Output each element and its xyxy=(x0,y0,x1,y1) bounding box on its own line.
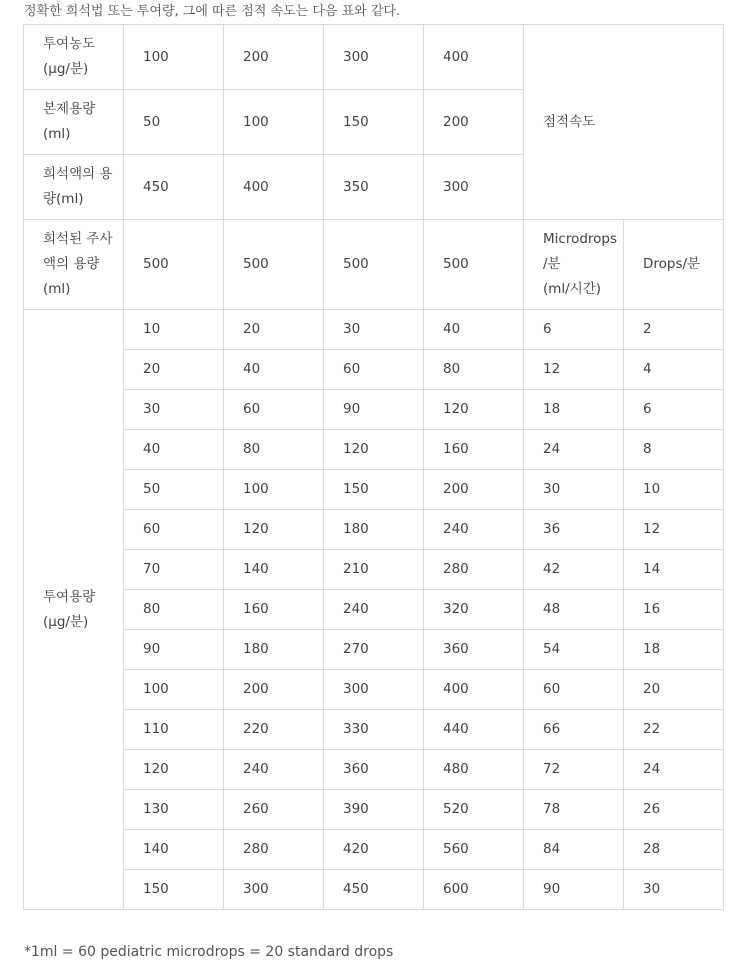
table-cell: 66 xyxy=(524,710,624,750)
table-row xyxy=(24,830,724,870)
table-cell: 120 xyxy=(124,750,224,790)
table-cell: 60 xyxy=(524,670,624,710)
row-label-dose: 투여용량 (μg/분) xyxy=(24,310,124,910)
table-cell: 4 xyxy=(624,350,724,390)
table-cell: 350 xyxy=(324,155,424,220)
table-cell: 6 xyxy=(624,390,724,430)
table-row xyxy=(24,710,724,750)
table-cell: 240 xyxy=(224,750,324,790)
table-cell: 500 xyxy=(324,220,424,310)
table-cell: 90 xyxy=(524,870,624,910)
table-cell: 54 xyxy=(524,630,624,670)
table-cell: 390 xyxy=(324,790,424,830)
table-cell: 18 xyxy=(624,630,724,670)
table-cell: 60 xyxy=(224,390,324,430)
table-cell: 240 xyxy=(324,590,424,630)
table-cell: 400 xyxy=(224,155,324,220)
table-row xyxy=(24,510,724,550)
table-cell: 50 xyxy=(124,90,224,155)
table-cell: 500 xyxy=(124,220,224,310)
table-cell: 14 xyxy=(624,550,724,590)
table-cell: 140 xyxy=(124,830,224,870)
table-cell: 100 xyxy=(224,90,324,155)
table-cell: 300 xyxy=(324,670,424,710)
table-cell: 180 xyxy=(324,510,424,550)
table-cell: 140 xyxy=(224,550,324,590)
table-cell: 150 xyxy=(324,90,424,155)
row-label-drug-volume: 본제용량 (ml) xyxy=(24,90,124,155)
table-cell: 80 xyxy=(424,350,524,390)
table-cell: 30 xyxy=(124,390,224,430)
table-cell: 280 xyxy=(224,830,324,870)
footnote: *1ml = 60 pediatric microdrops = 20 standard drops xyxy=(24,944,394,960)
table-cell: 420 xyxy=(324,830,424,870)
table-cell: 60 xyxy=(124,510,224,550)
table-cell: 50 xyxy=(124,470,224,510)
table-cell: 400 xyxy=(424,25,524,90)
diluted-volume-row xyxy=(24,220,724,310)
table-cell: 160 xyxy=(424,430,524,470)
table-cell: 280 xyxy=(424,550,524,590)
table-cell: 200 xyxy=(224,25,324,90)
table-cell: 600 xyxy=(424,870,524,910)
table-cell: 28 xyxy=(624,830,724,870)
table-cell: 500 xyxy=(424,220,524,310)
table-cell: 150 xyxy=(324,470,424,510)
table-cell: 240 xyxy=(424,510,524,550)
table-row xyxy=(24,870,724,910)
table-cell: 70 xyxy=(124,550,224,590)
table-row xyxy=(24,550,724,590)
table-cell: 42 xyxy=(524,550,624,590)
table-cell: 520 xyxy=(424,790,524,830)
table-row xyxy=(24,350,724,390)
table-cell: 150 xyxy=(124,870,224,910)
dosage-table xyxy=(23,24,724,910)
table-cell: 330 xyxy=(324,710,424,750)
table-cell: 18 xyxy=(524,390,624,430)
table-cell: 24 xyxy=(524,430,624,470)
table-cell: 130 xyxy=(124,790,224,830)
table-cell: 480 xyxy=(424,750,524,790)
table-cell: 40 xyxy=(124,430,224,470)
table-row xyxy=(24,750,724,790)
table-cell: 12 xyxy=(624,510,724,550)
table-cell: 80 xyxy=(124,590,224,630)
table-cell: 200 xyxy=(424,90,524,155)
table-cell: 300 xyxy=(224,870,324,910)
microdrops-header: Microdrops /분 (ml/시간) xyxy=(524,220,624,310)
row-label-diluted-volume: 희석된 주사 액의 용량 (ml) xyxy=(24,220,124,310)
drops-header: Drops/분 xyxy=(624,220,724,310)
table-cell: 26 xyxy=(624,790,724,830)
table-cell: 48 xyxy=(524,590,624,630)
table-row xyxy=(24,670,724,710)
table-cell: 260 xyxy=(224,790,324,830)
table-row xyxy=(24,310,724,350)
intro-text: 정확한 희석법 또는 투여량, 그에 따른 점적 속도는 다음 표와 같다. xyxy=(24,4,401,19)
table-cell: 12 xyxy=(524,350,624,390)
table-cell: 500 xyxy=(224,220,324,310)
table-cell: 20 xyxy=(624,670,724,710)
table-cell: 360 xyxy=(424,630,524,670)
table-cell: 100 xyxy=(124,670,224,710)
table-row xyxy=(24,590,724,630)
table-cell: 120 xyxy=(224,510,324,550)
table-cell: 2 xyxy=(624,310,724,350)
table-cell: 210 xyxy=(324,550,424,590)
table-cell: 100 xyxy=(224,470,324,510)
table-cell: 16 xyxy=(624,590,724,630)
table-cell: 60 xyxy=(324,350,424,390)
table-cell: 8 xyxy=(624,430,724,470)
table-cell: 560 xyxy=(424,830,524,870)
table-cell: 180 xyxy=(224,630,324,670)
table-row xyxy=(24,630,724,670)
table-cell: 110 xyxy=(124,710,224,750)
table-cell: 30 xyxy=(324,310,424,350)
drip-rate-header: 점적속도 xyxy=(524,25,724,220)
table-cell: 24 xyxy=(624,750,724,790)
table-cell: 10 xyxy=(624,470,724,510)
table-cell: 450 xyxy=(324,870,424,910)
table-cell: 440 xyxy=(424,710,524,750)
table-cell: 78 xyxy=(524,790,624,830)
row-label-diluent-volume: 희석액의 용 량(ml) xyxy=(24,155,124,220)
table-row xyxy=(24,470,724,510)
table-cell: 90 xyxy=(124,630,224,670)
table-cell: 6 xyxy=(524,310,624,350)
table-cell: 200 xyxy=(224,670,324,710)
table-cell: 40 xyxy=(424,310,524,350)
table-row xyxy=(24,790,724,830)
table-cell: 80 xyxy=(224,430,324,470)
table-cell: 120 xyxy=(324,430,424,470)
table-cell: 20 xyxy=(124,350,224,390)
table-row xyxy=(24,430,724,470)
table-cell: 400 xyxy=(424,670,524,710)
table-cell: 160 xyxy=(224,590,324,630)
dosage-data-rows xyxy=(24,310,724,910)
table-cell: 30 xyxy=(524,470,624,510)
concentration-row xyxy=(24,25,724,90)
table-cell: 84 xyxy=(524,830,624,870)
table-cell: 90 xyxy=(324,390,424,430)
table-cell: 22 xyxy=(624,710,724,750)
table-cell: 300 xyxy=(324,25,424,90)
table-cell: 360 xyxy=(324,750,424,790)
table-cell: 270 xyxy=(324,630,424,670)
table-cell: 200 xyxy=(424,470,524,510)
table-cell: 36 xyxy=(524,510,624,550)
table-cell: 40 xyxy=(224,350,324,390)
table-cell: 450 xyxy=(124,155,224,220)
table-cell: 120 xyxy=(424,390,524,430)
table-cell: 300 xyxy=(424,155,524,220)
table-cell: 72 xyxy=(524,750,624,790)
row-label-concentration: 투여농도 (μg/분) xyxy=(24,25,124,90)
table-cell: 220 xyxy=(224,710,324,750)
table-cell: 30 xyxy=(624,870,724,910)
table-cell: 100 xyxy=(124,25,224,90)
table-cell: 20 xyxy=(224,310,324,350)
table-row xyxy=(24,390,724,430)
table-cell: 10 xyxy=(124,310,224,350)
table-cell: 320 xyxy=(424,590,524,630)
